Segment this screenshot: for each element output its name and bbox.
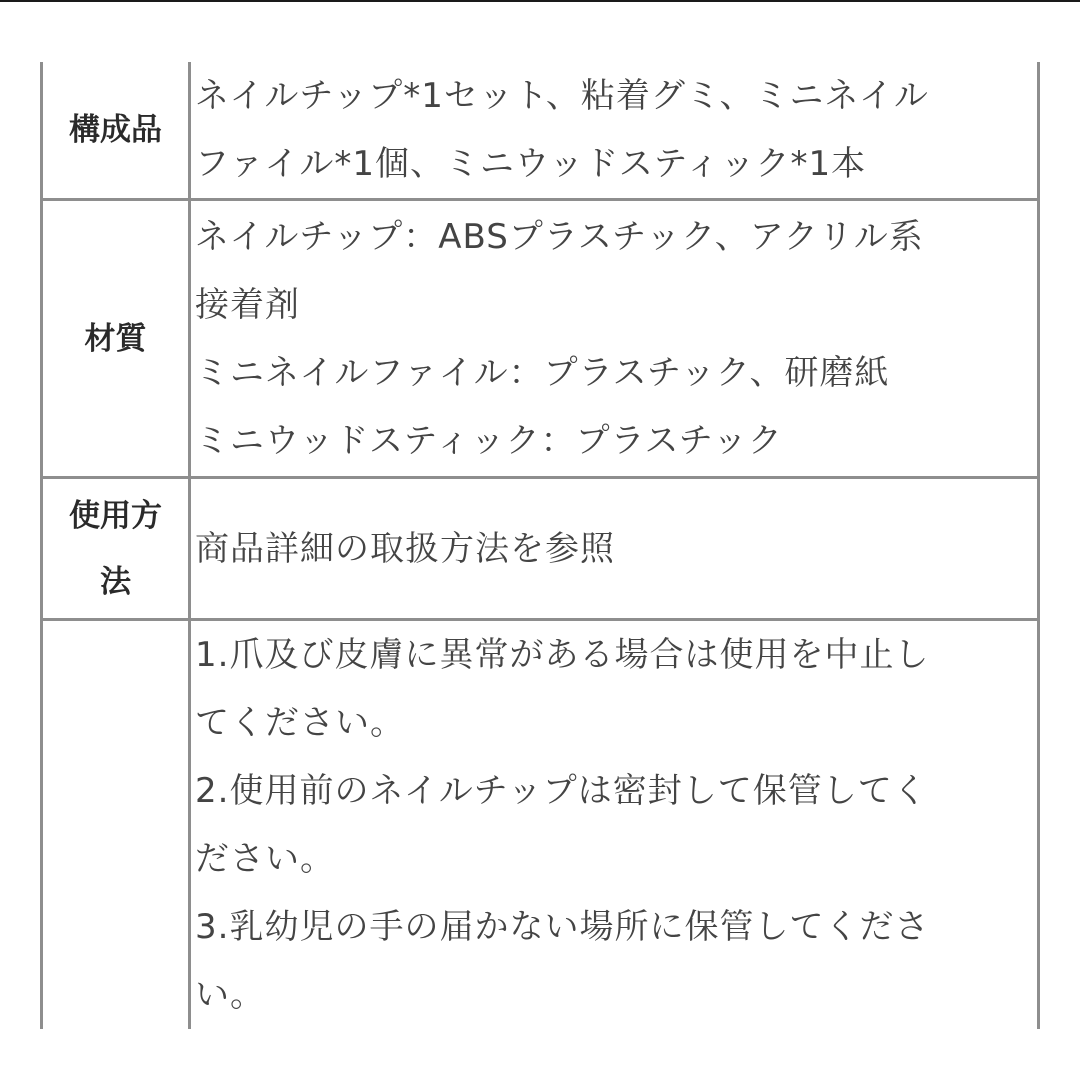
row-value-composition [190, 62, 1039, 200]
top-rule [0, 0, 1080, 2]
value-line: てください。 [195, 703, 405, 743]
row-value-usage [190, 478, 1039, 620]
row-label-composition: 構成品 [42, 62, 190, 200]
value-line: 3.乳幼児の手の届かない場所に保管してくださ [195, 907, 930, 947]
value-line: い。 [195, 975, 265, 1015]
row-label-material: 材質 [42, 200, 190, 478]
value-line: ネイルチップ*1セット、粘着グミ、ミニネイル [195, 76, 929, 116]
value-line: 2.使用前のネイルチップは密封して保管してく [195, 771, 928, 811]
label-line: 法 [100, 563, 131, 600]
value-line: 商品詳細の取扱方法を参照 [195, 528, 615, 569]
table-row-composition [42, 62, 1039, 200]
row-value-material [190, 200, 1039, 478]
value-line: 接着剤 [195, 284, 300, 325]
row-value-notes [190, 620, 1039, 1030]
label-line: 使用方 [69, 497, 162, 534]
value-line: ファイル*1個、ミニウッドスティック*1本 [195, 144, 867, 184]
table-row-notes [42, 620, 1039, 1030]
value-line: ミニネイルファイル：プラスチック、研磨紙 [195, 352, 890, 393]
value-line: ださい。 [195, 839, 335, 879]
row-label-usage [42, 478, 190, 620]
product-spec-table [40, 62, 1040, 1029]
value-line: 1.爪及び皮膚に異常がある場合は使用を中止し [195, 635, 930, 675]
value-line: ネイルチップ：ABSプラスチック、アクリル系 [195, 216, 924, 257]
table-row-usage [42, 478, 1039, 620]
value-line: ミニウッドスティック：プラスチック [195, 420, 783, 461]
table-row-material [42, 200, 1039, 478]
row-label-notes [42, 620, 190, 1030]
